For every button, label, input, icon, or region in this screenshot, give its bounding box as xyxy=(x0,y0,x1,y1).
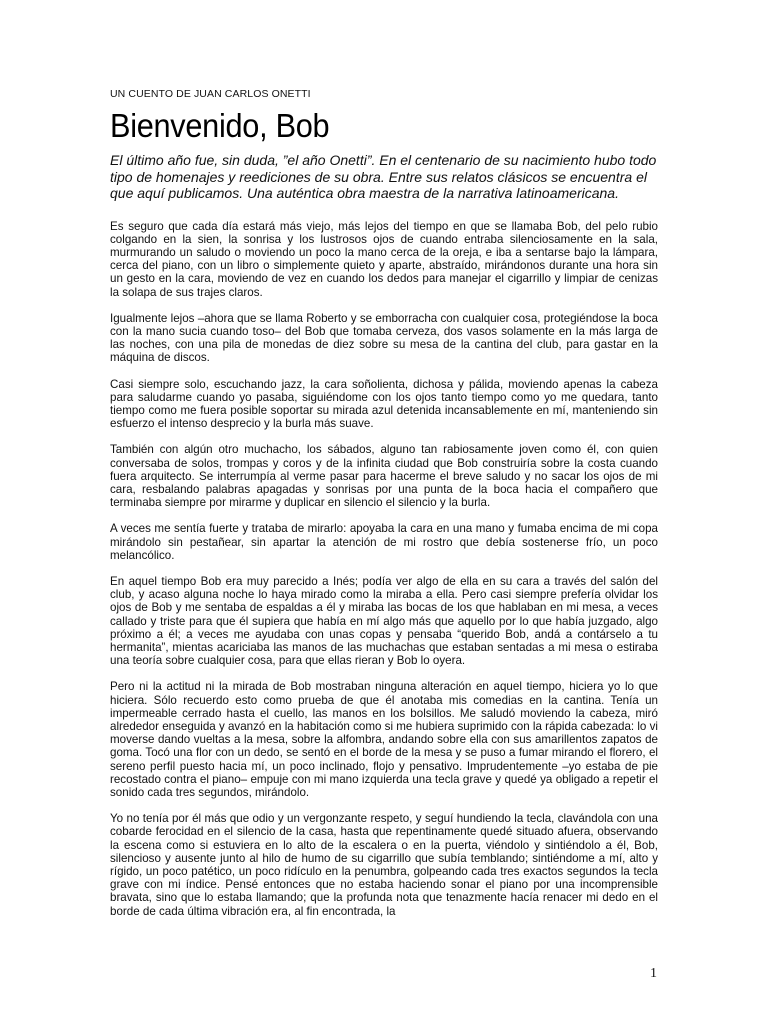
article-title: Bienvenido, Bob xyxy=(110,107,330,144)
lead-paragraph: El último año fue, sin duda, ”el año Onetti”. En el centenario de su nacimiento hubo todo tipo de homenajes y reediciones de su obra. Entre sus relatos clásicos se encuentra el que aquí publicamos. Una auténtica obra maestra de la narrativa latinoamericana. xyxy=(110,152,657,201)
body-paragraph-5: A veces me sentía fuerte y trataba de mirarlo: apoyaba la cara en una mano y fumaba encima de mi copa mirándolo sin pestañear, sin apartar la atención de mi rostro que debía sostenerse frío, un poco melancólico. xyxy=(110,522,658,562)
body-paragraph-4: También con algún otro muchacho, los sábados, alguno tan rabiosamente joven como él, con quien conversaba de solos, trompas y coros y de la infinita ciudad que Bob construiría sobre la costa cuando fuera arquitecto. Se interrumpía al verme pasar para hacerme el breve saludo y no sacar los ojos de mi cara, resbalando palabras apagadas y sonrisas por una punta de la boca hacia el compañero que terminaba siempre por mirarme y duplicar en silencio el silencio y la burla. xyxy=(110,443,658,510)
body-paragraph-2: Igualmente lejos –ahora que se llama Roberto y se emborracha con cualquier cosa, protegiéndose la boca con la mano sucia cuando toso– del Bob que tomaba cerveza, dos vasos solamente en la más larga de las noches, con una pila de monedas de diez sobre su mesa de la cantina del club, para gastar en la máquina de discos. xyxy=(110,311,658,365)
page-number: 1 xyxy=(650,966,657,981)
body-paragraph-3: Casi siempre solo, escuchando jazz, la cara soñolienta, dichosa y pálida, moviendo apenas la cabeza para saludarme cuando yo pasaba, siguiéndome con los ojos tanto tiempo como yo me quedara, tanto tiempo como me fuera posible soportar su mirada azul detenida incansablemente en mí, manteniendo sin esfuerzo el intenso desprecio y la burla más suave. xyxy=(110,377,658,431)
body-paragraph-7: Pero ni la actitud ni la mirada de Bob mostraban ninguna alteración en aquel tiempo, hiciera yo lo que hiciera. Sólo recuerdo esto como prueba de que él anotaba mis comedias en la cantina. Tenía un impermeable cerrado hasta el cuello, las manos en los bolsillos. Me saludó moviendo la cabeza, miró alrededor enseguida y avanzó en la habitación como si me hubiera suprimido con la rápida cabezada: lo vi moverse dando vueltas a la mesa, sobre la alfombra, andando sobre ella con sus amarillentos zapatos de goma. Tocó una flor con un dedo, se sentó en el borde de la mesa y se puso a fumar mirando el florero, el sereno perfil puesto hacia mí, un poco inclinado, flojo y pensativo. Imprudentemente –yo estaba de pie recostado contra el piano– empuje con mi mano izquierda una tecla grave y quedé ya obligado a repetir el sonido cada tres segundos, mirándolo. xyxy=(110,680,658,800)
body-paragraph-8: Yo no tenía por él más que odio y un vergonzante respeto, y seguí hundiendo la tecla, clavándola con una cobarde ferocidad en el silencio de la casa, hasta que repentinamente quedé situado afuera, observando la escena como si estuviera en lo alto de la escalera o en la puerta, viéndolo y sintiéndolo a él, Bob, silencioso y ausente junto al hilo de humo de su cigarrillo que subía temblando; sintiéndome a mí, alto y rígido, un poco patético, un poco ridículo en la penumbra, golpeando cada tres exactos segundos la tecla grave con mi índice. Pensé entonces que no estaba haciendo sonar el piano por una incomprensible bravata, sino que lo estaba llamando; que la profunda nota que tenazmente hacía renacer mi dedo en el borde de cada última vibración era, al fin encontrada, la xyxy=(110,812,658,918)
kicker: UN CUENTO DE JUAN CARLOS ONETTI xyxy=(110,88,311,100)
body-paragraph-6: En aquel tiempo Bob era muy parecido a Inés; podía ver algo de ella en su cara a través del salón del club, y acaso alguna noche lo haya mirado como la miraba a ella. Pero casi siempre prefería olvidar los ojos de Bob y me sentaba de espaldas a él y miraba las bocas de los que hablaban en mi mesa, a veces callado y triste para que él supiera que había en mí algo más que aquello por lo que había juzgado, algo próximo a él; a veces me ayudaba con unas copas y pensaba “querido Bob, andá a contárselo a tu hermanita”, mientas acariciaba las manos de las muchachas que estaban sentadas a mi mesa o estiraba una teoría sobre cualquier cosa, para que ellas rieran y Bob lo oyera. xyxy=(110,574,658,668)
article xyxy=(110,88,658,931)
body-paragraph-1: Es seguro que cada día estará más viejo, más lejos del tiempo en que se llamaba Bob, del pelo rubio colgando en la sien, la sonrisa y los lustrosos ojos de cuando entraba silenciosamente en la sala, murmurando un saludo o moviendo un poco la mano cerca de la oreja, e iba a sentarse bajo la lámpara, cerca del piano, con un libro o simplemente quieto y aparte, abstraído, mirándonos durante una hora sin un gesto en la cara, moviendo de vez en cuando los dedos para manejar el cigarrillo y limpiar de cenizas la solapa de sus trajes claros. xyxy=(110,219,658,299)
